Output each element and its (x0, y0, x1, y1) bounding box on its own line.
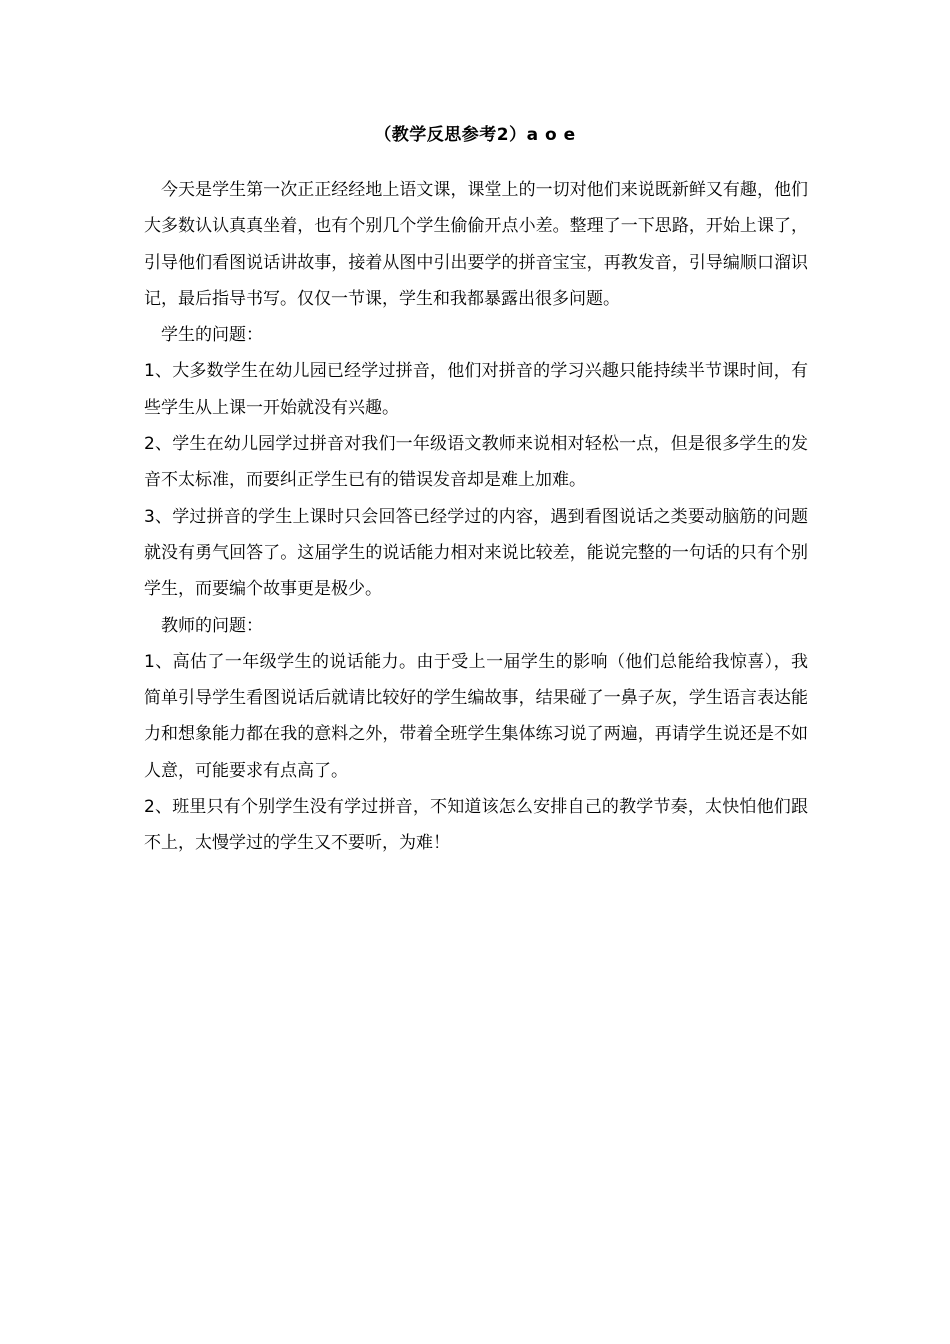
intro-paragraph: 今天是学生第一次正正经经地上语文课，课堂上的一切对他们来说既新鲜又有趣，他们大多数认认真真坐着，也有个别几个学生偷偷开点小差。整理了一下思路，开始上课了，引导他们看图说话讲故事，接着从图中引出要学的拼音宝宝，再教发音，引导编顺口溜识记，最后指导书写。仅仅一节课，学生和我都暴露出很多问题。 (144, 180, 808, 309)
student-item-1: 1、大多数学生在幼儿园已经学过拼音，他们对拼音的学习兴趣只能持续半节课时间，有些学生从上课一开始就没有兴趣。 (144, 361, 808, 418)
document-body (144, 172, 808, 862)
student-item-3: 3、学过拼音的学生上课时只会回答已经学过的内容，遇到看图说话之类要动脑筋的问题就没有勇气回答了。这届学生的说话能力相对来说比较差，能说完整的一句话的只有个别学生，而要编个故事更是极少。 (144, 506, 808, 600)
teacher-item-2: 2、班里只有个别学生没有学过拼音，不知道该怎么安排自己的教学节奏，太快怕他们跟不上，太慢学过的学生又不要听，为难！ (144, 797, 808, 854)
student-section-heading: 学生的问题： (161, 325, 263, 346)
student-item-2: 2、学生在幼儿园学过拼音对我们一年级语文教师来说相对轻松一点，但是很多学生的发音不太标准，而要纠正学生已有的错误发音却是难上加难。 (144, 434, 808, 491)
teacher-item-1: 1、高估了一年级学生的说话能力。由于受上一届学生的影响（他们总能给我惊喜），我简单引导学生看图说话后就请比较好的学生编故事，结果碰了一鼻子灰，学生语言表达能力和想象能力都在我的意料之外，带着全班学生集体练习说了两遍，再请学生说还是不如人意，可能要求有点高了。 (144, 651, 808, 781)
document-title: （教学反思参考2）a o e (374, 125, 576, 145)
teacher-section-heading: 教师的问题： (161, 615, 263, 636)
